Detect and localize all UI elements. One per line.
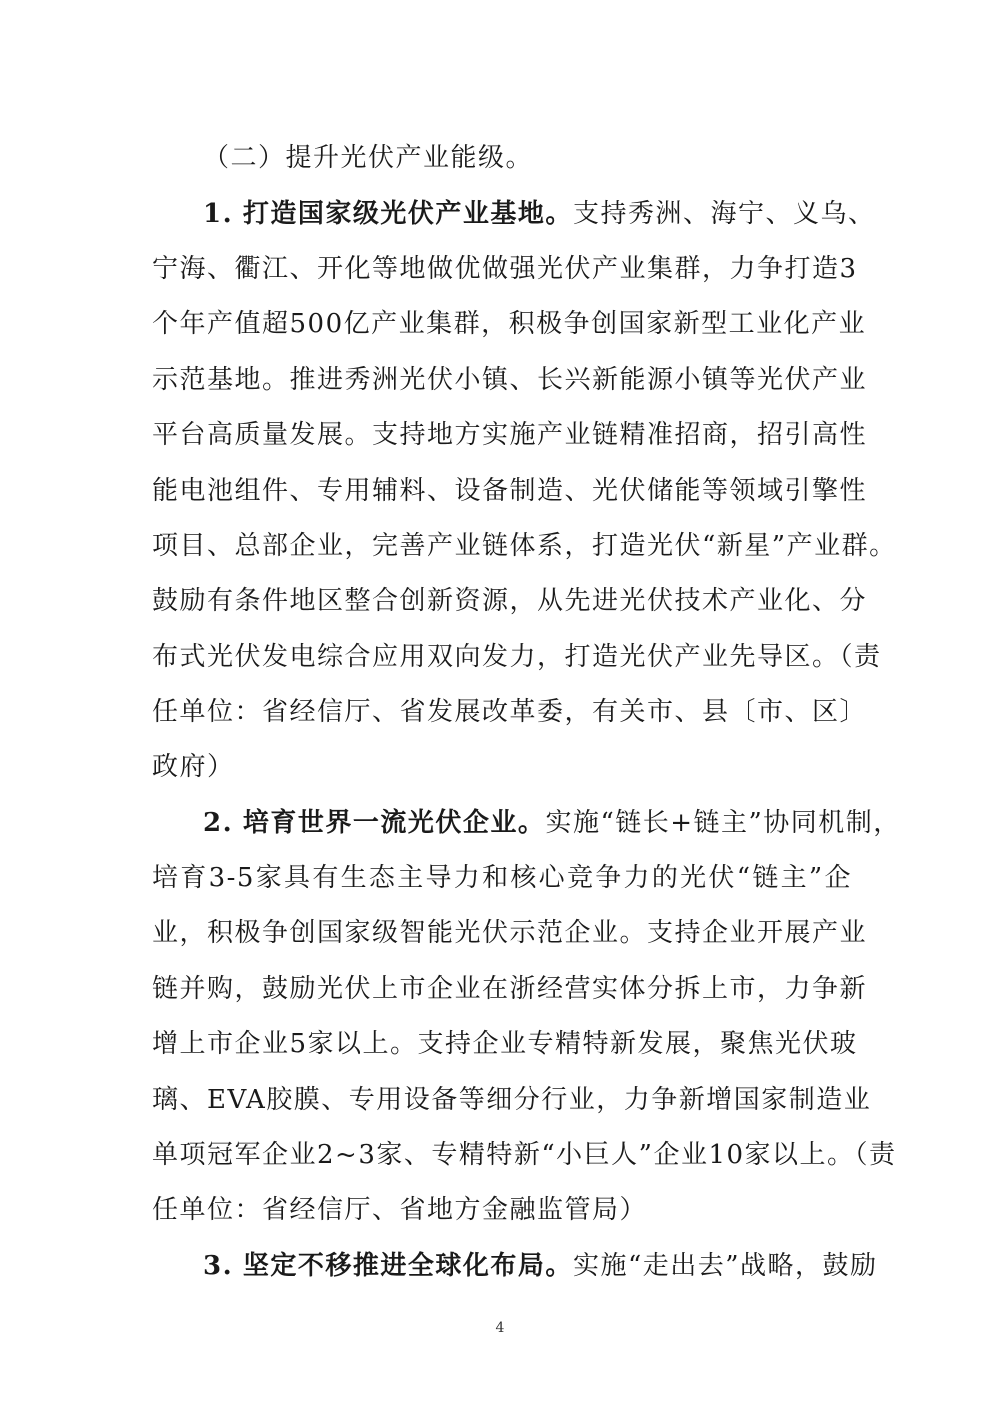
section-heading: [203, 138, 852, 178]
item-2-line: 增上市企业5家以上。支持企业专精特新发展，聚焦光伏玻: [152, 1029, 858, 1059]
item-1-line: 宁海、衢江、开化等地做优做强光伏产业集群，力争打造3: [152, 254, 858, 284]
item-2-line: 业，积极争创国家级智能光伏示范企业。支持企业开展产业: [152, 918, 868, 948]
item-1-line: 任单位：省经信厅、省发展改革委，有关市、县〔市、区〕: [152, 697, 868, 727]
item-3-first-line-rest: 实施“走出去”战略，鼓励: [572, 1251, 878, 1281]
item-2-number: 2.: [203, 808, 234, 838]
item-1-number: 1.: [203, 199, 234, 229]
item-1-line: 能电池组件、专用辅料、设备制造、光伏储能等领域引擎性: [152, 476, 868, 506]
item-1-first-line: [203, 194, 876, 234]
item-1-line: 项目、总部企业，完善产业链体系，打造光伏“新星”产业群。: [152, 531, 897, 561]
item-3-first-line: [203, 1246, 878, 1286]
item-2-line: 单项冠军企业2~3家、专精特新“小巨人”企业10家以上。（责: [152, 1140, 897, 1170]
item-2-line: 璃、EVA胶膜、专用设备等细分行业，力争新增国家制造业: [152, 1085, 872, 1115]
item-1-line: 鼓励有条件地区整合创新资源，从先进光伏技术产业化、分: [152, 586, 868, 616]
item-2-line: 任单位：省经信厅、省地方金融监管局）: [152, 1195, 648, 1225]
item-1-line: 政府）: [152, 752, 235, 782]
item-2-line: 培育3-5家具有生态主导力和核心竞争力的光伏“链主”企: [152, 863, 852, 893]
item-1-title: 打造国家级光伏产业基地。: [242, 199, 573, 229]
item-2-line: 链并购，鼓励光伏上市企业在浙经营实体分拆上市，力争新: [152, 974, 868, 1004]
item-1-line: 布式光伏发电综合应用双向发力，打造光伏产业先导区。（责: [152, 642, 882, 672]
item-1-line: 示范基地。推进秀洲光伏小镇、长兴新能源小镇等光伏产业: [152, 365, 868, 395]
section-heading-text: （二）提升光伏产业能级。: [203, 143, 534, 173]
item-3-number: 3.: [203, 1251, 234, 1281]
item-2-title: 培育世界一流光伏企业。: [242, 808, 546, 838]
item-2-first-line-rest: 实施“链长+链主”协同机制，: [545, 808, 901, 838]
item-2-first-line: [203, 803, 901, 843]
item-1-line: 平台高质量发展。支持地方实施产业链精准招商，招引高性: [152, 420, 868, 450]
page-number: 4: [495, 1320, 505, 1336]
item-1-line: 个年产值超500亿产业集群，积极争创国家新型工业化产业: [152, 309, 867, 339]
item-1-first-line-rest: 支持秀洲、海宁、义乌、: [572, 199, 876, 229]
item-3-title: 坚定不移推进全球化布局。: [242, 1251, 573, 1281]
